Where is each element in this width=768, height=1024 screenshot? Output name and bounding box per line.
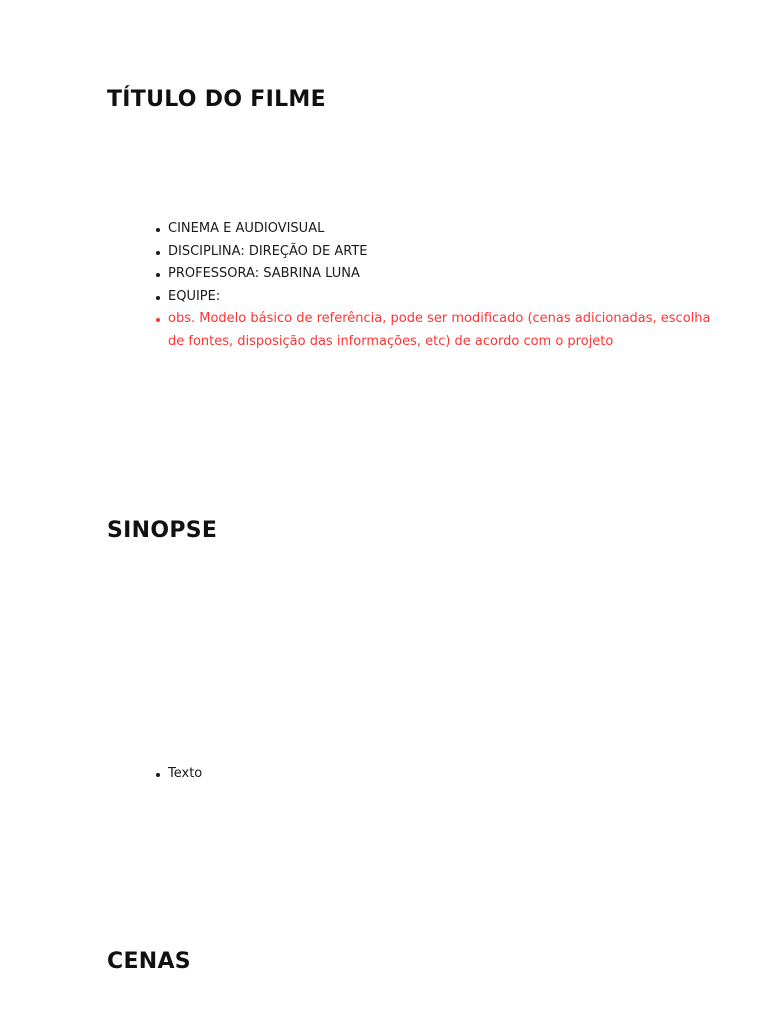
list-item xyxy=(156,241,716,264)
list-item xyxy=(156,218,716,241)
bullet-icon xyxy=(156,251,160,255)
cenas-heading: CENAS xyxy=(107,949,191,974)
list-item-text: CINEMA E AUDIOVISUAL xyxy=(168,221,325,236)
list-item-text: PROFESSORA: SABRINA LUNA xyxy=(168,266,360,281)
note-list-item xyxy=(156,308,716,353)
list-item xyxy=(156,763,716,786)
bullet-icon xyxy=(156,228,160,232)
bullet-icon xyxy=(156,273,160,277)
list-item-text: DISCIPLINA: DIREÇÃO DE ARTE xyxy=(168,243,368,259)
bullet-icon xyxy=(156,296,160,300)
sinopse-heading: SINOPSE xyxy=(107,518,218,543)
course-info-list xyxy=(156,218,716,353)
list-item-text: EQUIPE: xyxy=(168,288,221,304)
note-text: obs. Modelo básico de referência, pode ser modificado (cenas adicionadas, escolha de fontes, disposição das informações, etc) de acordo com o projeto xyxy=(168,311,711,349)
bullet-icon xyxy=(156,773,160,777)
bullet-icon xyxy=(156,318,160,322)
sinopse-list xyxy=(156,763,716,786)
list-item xyxy=(156,286,716,309)
list-item-text: Texto xyxy=(168,766,203,781)
list-item xyxy=(156,263,716,286)
film-title-heading: TÍTULO DO FILME xyxy=(107,87,326,112)
